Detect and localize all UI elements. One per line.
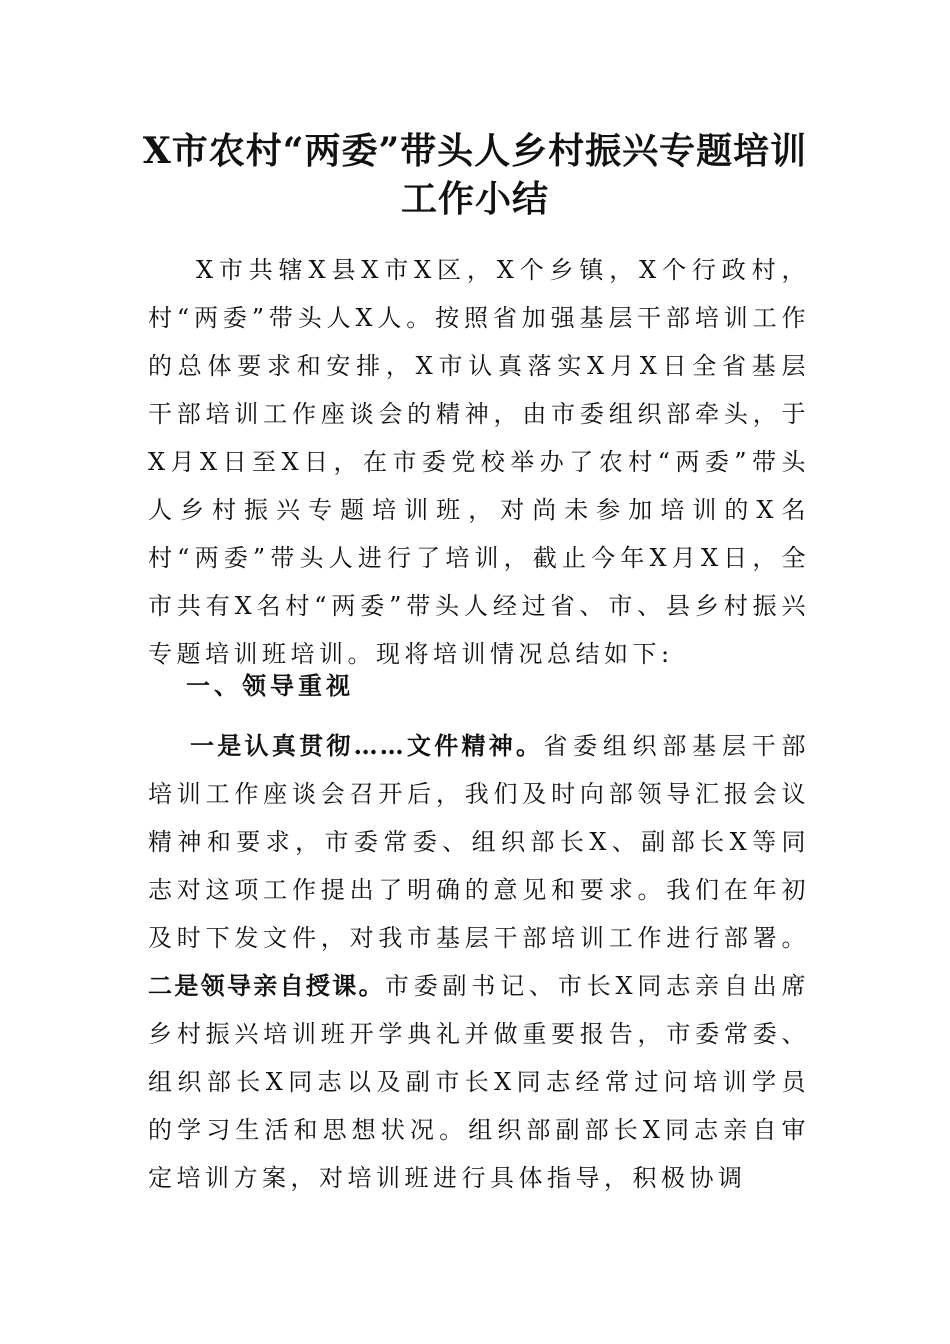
document-title-line-1: X市农村“两委”带头人乡村振兴专题培训: [142, 130, 808, 172]
point-two-text: 市委副书记、市长X同志亲自出席乡村振兴培训班开学典礼并做重要报告，市委常委、组织部长X同志以及副市长X同志经常过问培训学员的学习生活和思想状况。组织部副部长X同志亲自审定培训方案，对培训班进行具体指导，积极协调: [148, 972, 810, 1192]
section-1-paragraph: [148, 722, 810, 1202]
document-title-line-2: 工作小结: [400, 178, 549, 220]
point-one-text: 省委组织部基层干部培训工作座谈会召开后，我们及时向部领导汇报会议精神和要求，市委常委、组织部长X、副部长X等同志对这项工作提出了明确的意见和要求。我们在年初及时下发文件，对我市基层干部培训工作进行部署。: [148, 732, 811, 952]
point-two-lead: 二是领导亲自授课。: [148, 971, 385, 1000]
intro-paragraph: X市共辖X县X市X区，X个乡镇，X个行政村，村“两委”带头人X人。按照省加强基层干部培训工作的总体要求和安排，X市认真落实X月X日全省基层干部培训工作座谈会的精神，由市委组织部牵头，于X月X日至X日，在市委党校举办了农村“两委”带头人乡村振兴专题培训班，对尚未参加培训的X名村“两委”带头人进行了培训，截止今年X月X日，全市共有X名村“两委”带头人经过省、市、县乡村振兴专题培训班培训。现将培训情况总结如下:: [148, 256, 810, 668]
point-one-lead: 一是认真贯彻……文件精神。: [190, 731, 544, 760]
section-heading-leadership: 一、领导重视: [186, 671, 354, 700]
